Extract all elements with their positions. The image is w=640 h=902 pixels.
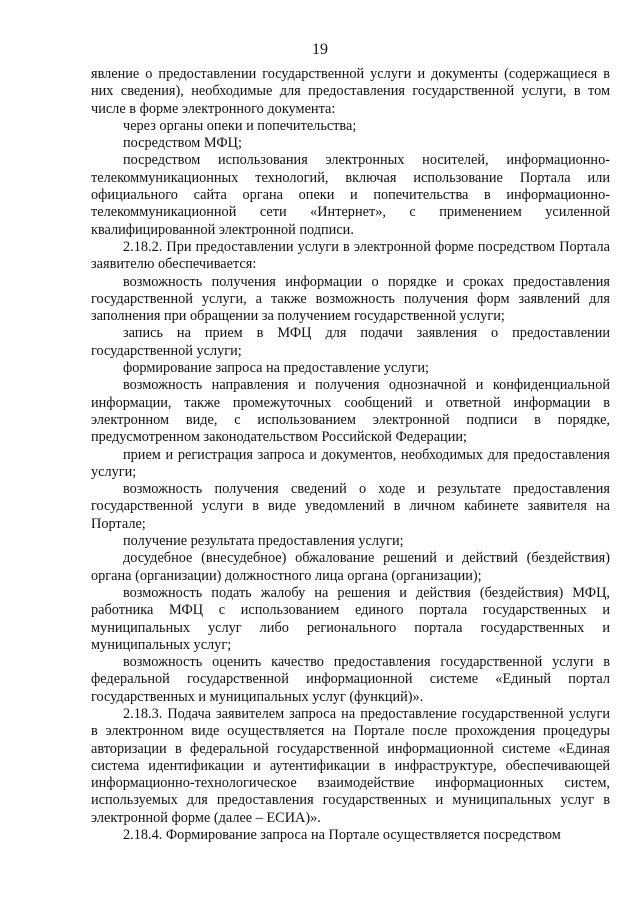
paragraph: возможность получения сведений о ходе и результате предоставления государственной услуги в виде уведомлений в личном кабинете заявителя на Портале; [91, 481, 610, 532]
paragraph: посредством МФЦ; [123, 135, 242, 152]
paragraph: 2.18.2. При предоставлении услуги в электронной форме посредством Портала заявителю обеспечивается: [91, 238, 610, 273]
paragraph: формирование запроса на предоставление услуги; [123, 360, 429, 377]
paragraph: запись на прием в МФЦ для подачи заявления о предоставлении государственной услуги; [91, 325, 610, 359]
paragraph: возможность оценить качество предоставления государственной услуги в федеральной государственной информационной системе «Единый портал государственных и муниципальных услуг (функций)». [91, 654, 610, 705]
paragraph: явление о предоставлении государственной услуги и документы (содержащиеся в них сведения), необходимые для предоставления государственной услуги, в том числе в форме электронного документа: [91, 66, 610, 117]
paragraph: прием и регистрация запроса и документов, необходимых для предоставления услуги; [91, 446, 610, 480]
page-number: 19 [312, 41, 328, 58]
paragraph: досудебное (внесудебное) обжалование решений и действий (бездействия) органа (организации) должностного лица органа (организации); [91, 550, 610, 584]
paragraph: 2.18.4. Формирование запроса на Портале осуществляется посредством [123, 827, 561, 844]
document-body [91, 66, 610, 844]
paragraph: возможность получения информации о порядке и сроках предоставления государственной услуги, а также возможность получения форм заявлений для заполнения при обращении за получением государственной услуги; [91, 273, 610, 325]
paragraph: через органы опеки и попечительства; [123, 117, 357, 134]
paragraph: 2.18.3. Подача заявителем запроса на предоставление государственной услуги в электронном виде осуществляется на Портале после прохождения процедуры авторизации в федеральной государственной информационной системе «Единая система идентификации и аутентификации в инфраструктуре, обеспечивающей информационно-технологическое взаимодействие информационных систем, используемых для предоставления государственных и муниципальных услуг в электронной форме (далее – ЕСИА)». [91, 705, 610, 826]
paragraph: возможность направления и получения однозначной и конфиденциальной информации, также промежуточных сообщений и ответной информации в электронном виде, с использованием электронной подписи в порядке, предусмотренном законодательством Российской Федерации; [91, 377, 610, 446]
paragraph: посредством использования электронных носителей, информационно-телекоммуникационных технологий, включая использование Портала или официального сайта органа опеки и попечительства в информационно-телекоммуникационной сети «Интернет», с применением усиленной квалифицированной электронной подписи. [91, 152, 610, 238]
paragraph: получение результата предоставления услуги; [123, 533, 404, 550]
paragraph: возможность подать жалобу на решения и действия (бездействия) МФЦ, работника МФЦ с использованием единого портала государственных и муниципальных услуг либо регионального портала государственных и муниципальных услуг; [91, 584, 610, 653]
